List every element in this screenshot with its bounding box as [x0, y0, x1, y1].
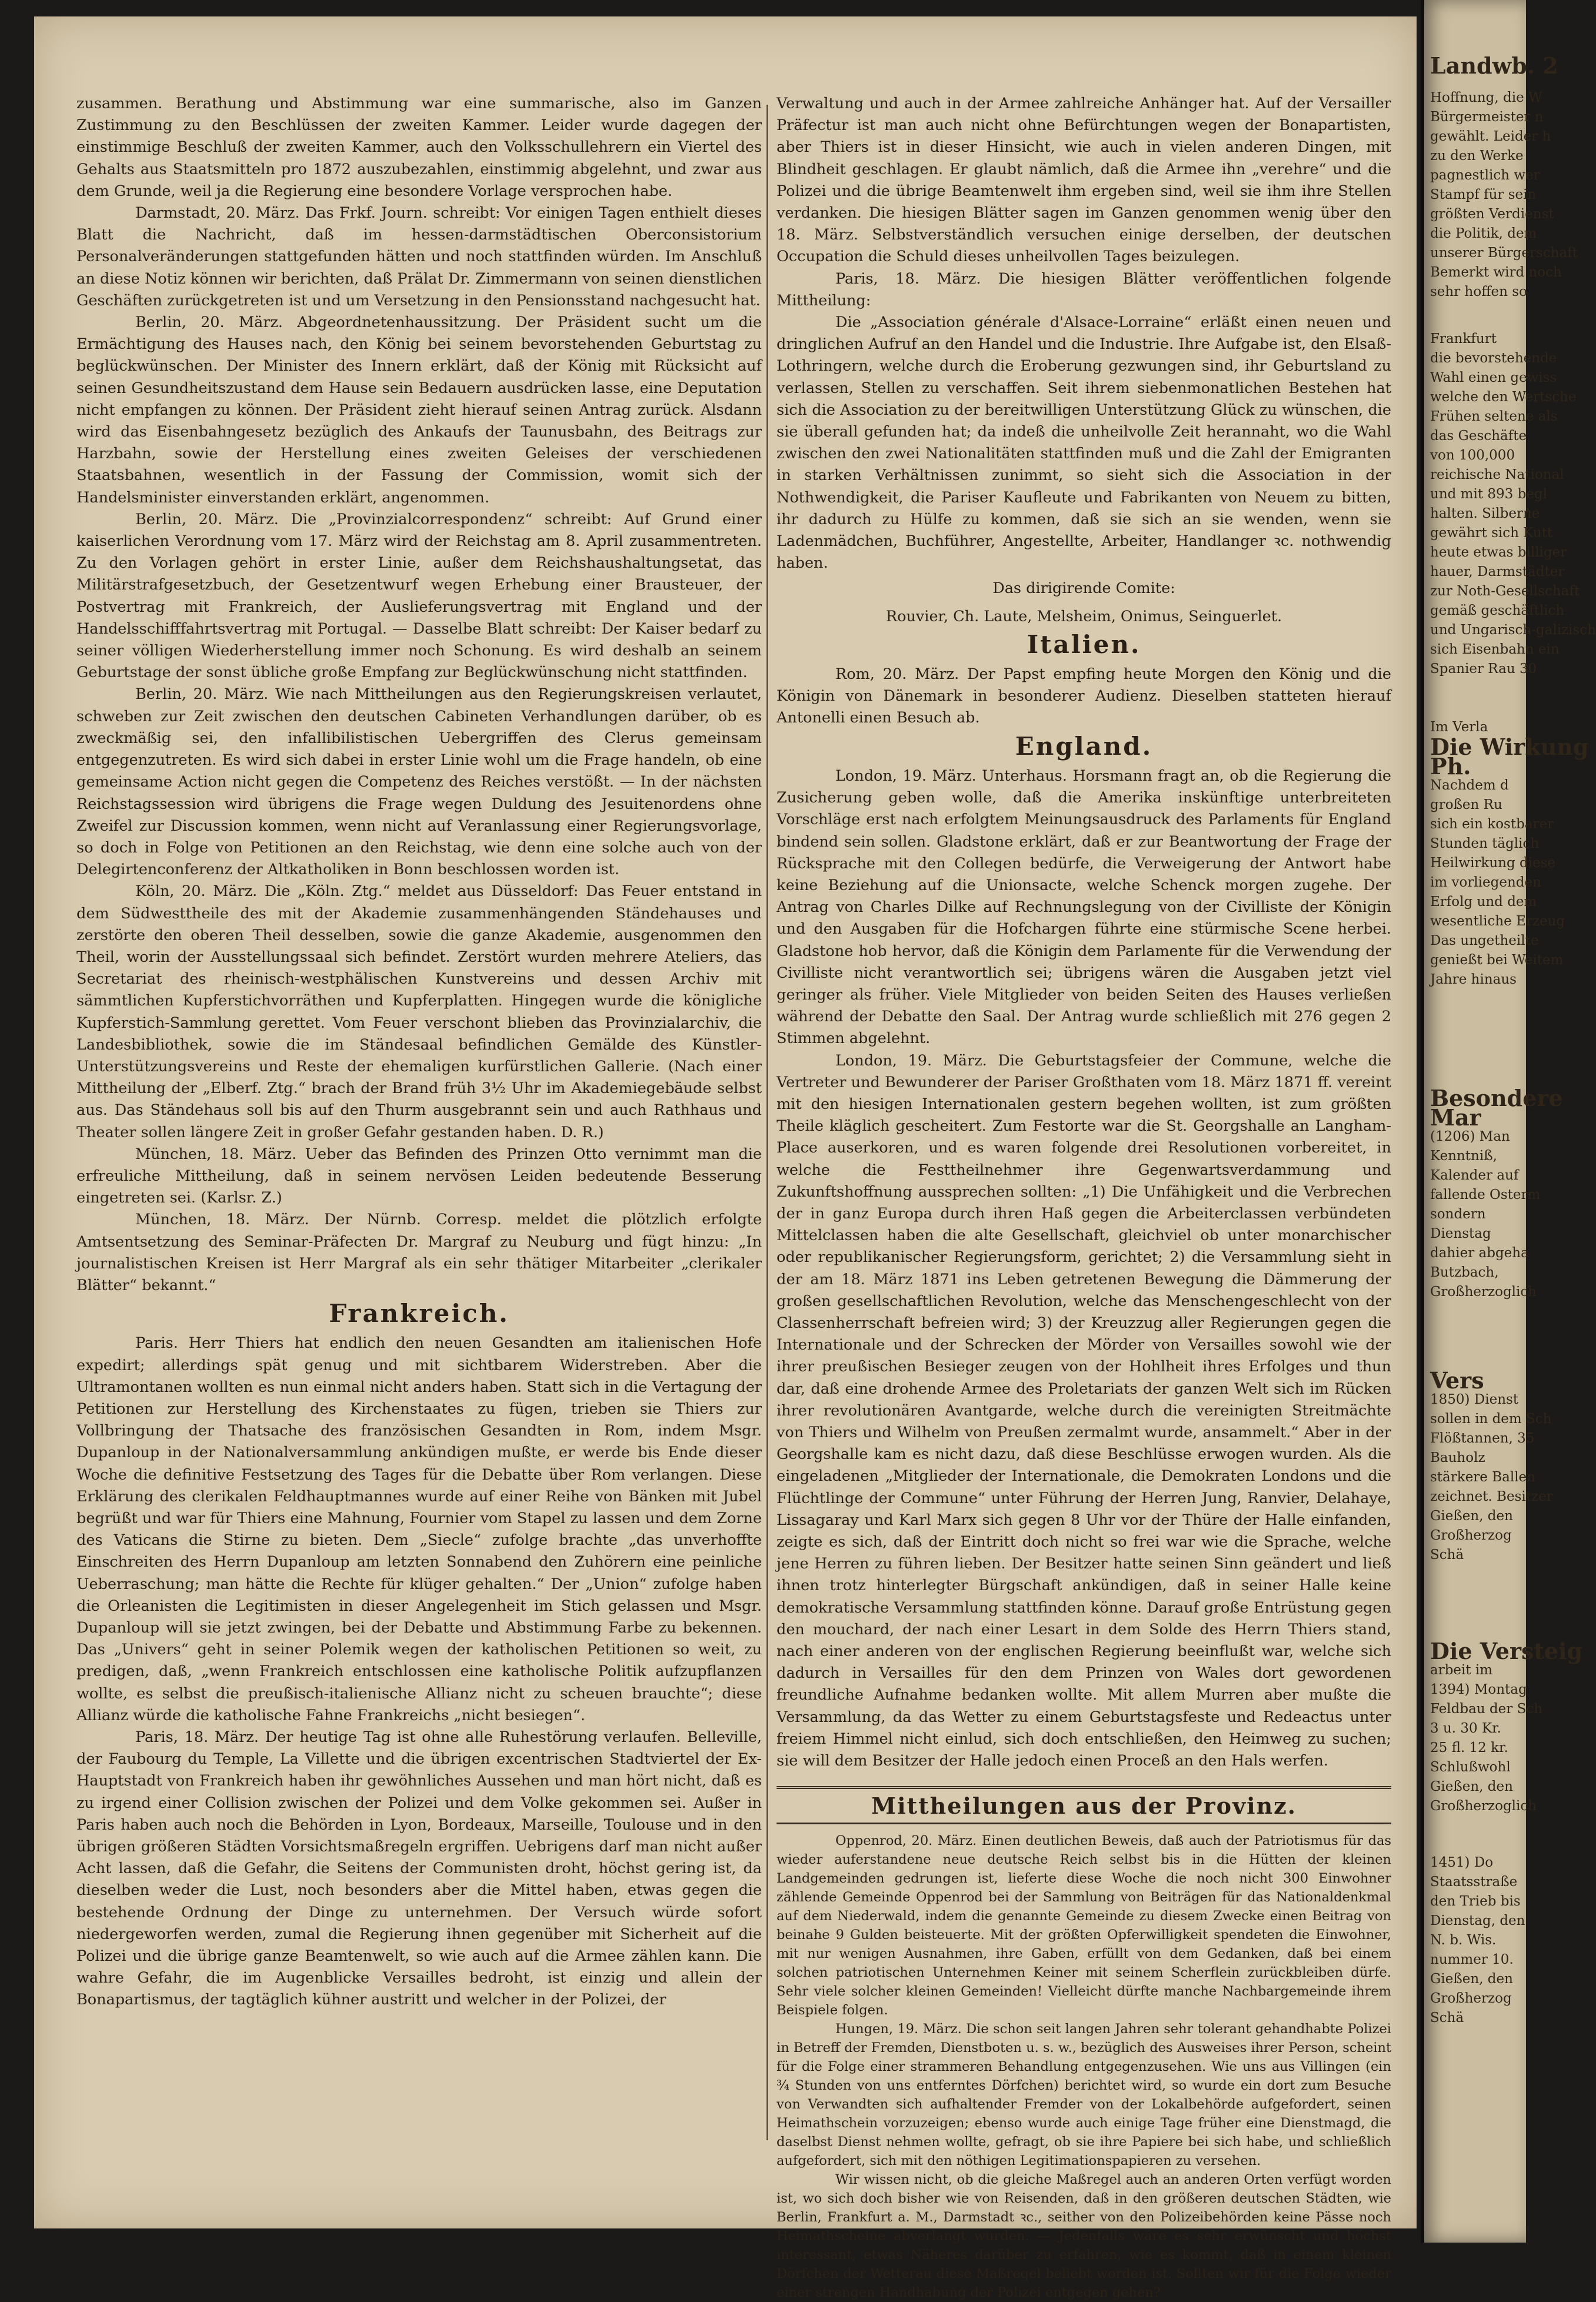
fragment-line: heute etwas billiger — [1430, 545, 1567, 560]
fragment-line: und mit 893 begl — [1430, 487, 1548, 502]
article-paris-thiers: Paris. Herr Thiers hat endlich den neuen Gesandten am italienischen Hofe expedirt; allerdings spät genug und mit sichtbarem Widerstreben. Aber die Ultramontanen wollten es nun einmal nicht anders haben. Statt sich in die Vertagung der Petitionen zur Herstellung des Kirchenstaates zu fügen, trieben sie Thiers zur Vollbringung der Thatsache des französischen Gesandten in Rom, indem Msgr. Dupanloup in der Nationalversammlung ankündigen mußte, er werde bis Ende dieser Woche die definitive Festsetzung des Tages für die Debatte über Rom verlangen. Diese Erklärung des clerikalen Feldhauptmannes wurde auf einer Reihe von Bänken mit Jubel begrüßt und war für Thiers eine Mahnung, Fournier vom Stapel zu lassen und dem Zorne des Vaticans die Stirne zu bieten. Dem „Siecle“ zufolge brachte „das unverhoffte Einschreiten des Herrn Dupanloup am letzten Sonnabend den Zuhörern eine peinliche Ueberraschung; man hätte die Rechte für klüger gehalten.“ Der „Union“ zufolge haben die Orleanisten die Legitimisten in dieser Angelegenheit im Stich gelassen und Msgr. Dupanloup will sie jetzt zwingen, bei der Debatte und Abstimmung Farbe zu bekennen. Das „Univers“ geht in seiner Polemik wegen der katholischen Petitionen so weit, zu predigen, daß, „wenn Frankreich entschlossen eine katholische Politik aufzupflanzen wollte, es selbst die preußisch-italienische Allianz nicht zu scheuen brauchte“; diese Allianz würde die katholische Fahne Frankreichs „nicht besiegen“. — [76, 1334, 762, 1724]
fragment-heading: Besondere — [1430, 1085, 1563, 1111]
article-darmstadt: Darmstadt, 20. März. Das Frkf. Journ. schreibt: Vor einigen Tagen enthielt dieses Blatt die Nachricht, daß im hessen-darmstädtischen Oberconsistorium Personalveränderungen stattgefunden hätten und noch stattfinden würden. Im Anschluß an diese Notiz können wir berichten, daß Prälat Dr. Zimmermann von seinen dienstlichen Geschäften zurückgetreten ist und um Versetzung in den Pensionsstand nachgesucht hat. — [76, 204, 762, 309]
fragment-line: Feldbau der Sch — [1430, 1701, 1543, 1717]
fragment-line: nummer 10. — [1430, 1952, 1514, 1967]
fragment-line: Schlußwohl — [1430, 1760, 1511, 1775]
fragment-line: fallende Osterm — [1430, 1187, 1541, 1202]
article-rom: Rom, 20. März. Der Papst empfing heute Morgen den König und die Königin von Dänemark in besonderer Audienz. Dieselben statteten hierauf Antonelli einen Besuch ab. — [777, 665, 1391, 727]
fragment-line: Kalender auf — [1430, 1168, 1519, 1183]
fragment-line: reichische National — [1430, 467, 1564, 482]
section-heading-england: England. — [1015, 731, 1153, 761]
fragment-line: Nachdem d — [1430, 778, 1509, 793]
fragment-line: gemäß geschäftlich — [1430, 603, 1565, 618]
fragment-line: Frankfurt — [1430, 331, 1497, 347]
fragment-line: Im Verla — [1430, 719, 1488, 735]
fragment-line: Jahre hinaus — [1430, 972, 1517, 987]
adjacent-fragment-c — [1430, 718, 1589, 990]
comite-title: Das dirigirende Comite: — [992, 579, 1175, 598]
fragment-line: Gießen, den — [1430, 1971, 1513, 1987]
article-muenchen-margraf: München, 18. März. Der Nürnb. Corresp. meldet die plötzlich erfolgte Amtsentsetzung des Seminar-Präfecten Dr. Margraf zu Neuburg und fügt hinzu: „In journalistischen Kreisen ist Herr Margraf als ein sehr thätiger Mitarbeiter „clerikaler Blätter“ bekannt.“ — [76, 1211, 762, 1294]
newspaper-page — [34, 16, 1417, 2301]
article-association-alsace-lorraine: Die „Association générale d'Alsace-Lorraine“ erläßt einen neuen und dringlichen Aufruf an den Handel und die Industrie. Ihre Aufgabe ist, den Elsaß-Lothringern, welche durch die Eroberung gezwungen sind, ihr Geburtsland zu verlassen, Stellen zu verschaffen. Seit ihrem siebenmonatlichen Bestehen hat sich die Association zu der bereitwilligen Unterstützung Glück zu wünschen, die sie überall gefunden hat; da indeß die unheilvolle Zeit herannaht, wo die Wahl zwischen den zwei Nationalitäten stattfinden muß und die Zahl der Emigranten in starken Verhältnissen zunimmt, so sieht sich die Association in der Nothwendigkeit, die Pariser Kaufleute und Fabrikanten von Neuem zu bitten, ihr dadurch zu Hülfe zu kommen, daß sie sich an sie wenden, wenn sie Ladenmädchen, Buchführer, Angestellte, Arbeiter, Handlanger ꝛc. nothwendig haben. — [777, 314, 1391, 572]
article-berlin-landtag: Berlin, 20. März. Abgeordnetenhaussitzung. Der Präsident sucht um die Ermächtigung des Hauses nach, den König bei seinem bevorstehenden Geburtstag zu beglückwünschen. Der Minister des Innern erklärt, daß der König mit Rücksicht auf seinen Gesundheitszustand dem Hause sein Bedauern ausdrücken lasse, eine Deputation nicht empfangen zu können. Der Präsident zieht hierauf seinen Antrag zurück. Alsdann wird das Eisenbahngesetz bezüglich des Ankaufs der Taunusbahn, des Beitrags zur Harzbahn, sowie der Herstellung eines zweiten Geleises der verschiedenen Staatsbahnen, wesentlich in der Fassung der Commission, womit sich der Handelsminister einverstanden erklärt, angenommen. — [76, 314, 762, 507]
fragment-line: unserer Bürgerschaft — [1430, 245, 1578, 261]
fragment-line: von 100,000 — [1430, 448, 1515, 463]
fragment-line: gewählt. Leider h — [1430, 129, 1551, 144]
section-heading-frankreich: Frankreich. — [329, 1299, 509, 1328]
fragment-line: sollen in dem Sch — [1430, 1411, 1552, 1427]
fragment-line: den Trieb bis — [1430, 1894, 1521, 1909]
fragment-line: welche den Wertsche — [1430, 389, 1577, 405]
fragment-line: Dienstag, den — [1430, 1913, 1525, 1928]
fragment-line: zur Noth-Gesellschaft — [1430, 584, 1580, 599]
right-column — [777, 93, 1391, 2301]
adjacent-fragment-d — [1430, 1085, 1563, 1302]
fragment-line: Gießen, den — [1430, 1779, 1513, 1794]
fragment-line: Das ungetheilte — [1430, 933, 1539, 948]
fragment-line: gewährt sich Kutt — [1430, 525, 1553, 541]
fragment-line: Dienstag — [1430, 1226, 1491, 1241]
fragment-line: Bürgermeister n — [1430, 109, 1544, 125]
fragment-line: Stunden täglich — [1430, 836, 1540, 851]
fragment-line: Schä — [1430, 2010, 1464, 2026]
adjacent-fragment-a — [1430, 88, 1578, 302]
fragment-line: zu den Werke — [1430, 148, 1524, 164]
adjacent-header: Landwb. 2 — [1430, 52, 1558, 79]
fragment-line: sich Eisenbahn ein — [1430, 642, 1560, 657]
fragment-line: 1394) Montag — [1430, 1682, 1527, 1697]
adjacent-fragment-b — [1430, 329, 1596, 679]
fragment-line: im vorliegenden — [1430, 875, 1541, 890]
article-london-unterhaus: London, 19. März. Unterhaus. Horsmann fragt an, ob die Regierung die Zusicherung geben wolle, daß die Amerika inskünftige unterbreiteten Vorschläge erst nach erfolgtem Meinungsausdruck des Parlaments für England bindend sein sollen. Gladstone erklärt, daß er zur Beantwortung der Frage der Rücksprache mit den Collegen bedürfe, die Verweigerung der Antwort habe keine Beziehung auf die Unionsacte, welche Schenck morgen zugehe. Der Antrag von Charles Dilke auf Rechnungslegung von der Civilliste der Königin und den Ausgaben für die Hofchargen führte eine stürmische Scene herbei. Gladstone hob hervor, daß die Königin dem Parlamente für die Verwendung der Civilliste nicht verantwortlich sei; übrigens wären die Ausgaben jetzt viel geringer als früher. Viele Mitglieder von beiden Seiten des Hauses verließen während der Debatte den Saal. Der Antrag wurde schließlich mit 276 gegen 2 Stimmen abgelehnt. — [777, 767, 1391, 1048]
article-berlin-provinzialcorrespondenz: Berlin, 20. März. Die „Provinzialcorrespondenz“ schreibt: Auf Grund einer kaiserlichen Verordnung vom 17. März wird der Reichstag am 8. April zusammentreten. Zu den Vorlagen gehört in erster Linie, außer dem Reichshaushaltungsetat, das Militärstrafgesetzbuch, der Gesetzentwurf wegen Erhebung einer Brausteuer, der Postvertrag mit Frankreich, der Auslieferungsvertrag mit England und der Handelsschifffahrtsvertrag mit Portugal. — Dasselbe Blatt schreibt: Der Kaiser bedarf zu seiner völligen Wiederherstellung immer noch Schonung. Es wird deshalb an seinem Geburtstage der sonst übliche große Empfang zur Beglückwünschung nicht stattfinden. — [76, 510, 762, 682]
fragment-line: Großherzoglich — [1430, 1284, 1537, 1300]
article-hungen: Hungen, 19. März. Die schon seit langen Jahren sehr tolerant gehandhabte Polizei in Betreff der Fremden, Dienstboten u. s. w., bezüglich des Ausweises ihrer Person, scheint für die Folge einer strammeren Behandlung entgegenzusehen. Wie uns aus Villingen (ein ¾ Stunden von uns entferntes Dörfchen) berichtet wird, so wurde ein dort zum Besuche von Verwandten sich aufhaltender Fremder von der Lokalbehörde aufgefordert, seinen Heimathschein vorzuzeigen; ebenso wurde auch einige Tage früher eine Dienstmagd, die daselbst Dienst nehmen wollte, gefragt, ob sie ihre Papiere bei sich habe, und schließlich aufgefordert, sich mit den nöthigen Legitimationspapieren zu versehen. — [777, 2021, 1391, 2169]
comite-signatories: Rouvier, Ch. Laute, Melsheim, Onimus, Seinguerlet. — [885, 607, 1282, 625]
fragment-line: Staatsstraße — [1430, 1874, 1518, 1890]
article-muenchen-prinz-otto: München, 18. März. Ueber das Befinden des Prinzen Otto vernimmt man die erfreuliche Mittheilung, daß in seinem nervösen Leiden bedeutende Besserung eingetreten sei. (Karlsr. Z.) — [76, 1145, 762, 1207]
fragment-line: Großherzoglich — [1430, 1798, 1537, 1814]
adjacent-fragment-g — [1430, 1853, 1548, 2028]
fragment-line: Schä — [1430, 1547, 1464, 1563]
fragment-line: wesentliche Erzeug — [1430, 914, 1565, 929]
fragment-line: großen Ru — [1430, 797, 1502, 812]
fragment-line: Stampf für sein — [1430, 187, 1537, 202]
fragment-line: 25 fl. 12 kr. — [1430, 1740, 1508, 1755]
fragment-line: das Geschäfte — [1430, 428, 1527, 444]
fragment-line: sich ein kostbarer — [1430, 817, 1554, 832]
article-berlin-cabinete: Berlin, 20. März. Wie nach Mittheilungen aus den Regierungskreisen verlautet, schweben zur Zeit zwischen den deutschen Cabineten Verhandlungen darüber, ob es zweckmäßig sei, den infallibilistischen Uebergriffen des Clerus gemeinsam entgegenzutreten. Es wird sich dabei in erster Linie wohl um die Frage handeln, ob eine gemeinsame Action nicht gegen die Competenz des Reiches verstößt. — In der nächsten Reichstagssession wird übrigens die Frage wegen Duldung des Jesuitenordens ohne Zweifel zur Discussion kommen, wenn nicht auf Veranlassung einer Regierungsvorlage, so doch in Folge von Petitionen an den Reichstag, wie denn eine solche auch von der Delegirtenconferenz der Altkatholiken in Bonn beschlossen worden ist. — [76, 685, 762, 879]
article-paris-18-maerz: Paris, 18. März. Der heutige Tag ist ohne alle Ruhestörung verlaufen. Belleville, der Faubourg du Temple, La Villette und die übrigen excentrischen Stadtviertel der Ex-Hauptstadt von Frankreich haben ihr gewöhnliches Aussehen und man hört nicht, daß es zu irgend einer Collision zwischen der Polizei und dem Volke gekommen sei. Außer in Paris haben auch noch die Behörden in Lyon, Bordeaux, Marseille, Toulouse und in den übrigen größeren Städten Vorsichtsmaßregeln ergriffen. Uebrigens darf man nicht außer Acht lassen, daß die Gefahr, die Seitens der Communisten droht, höchst gering ist, da dieselben weder die Lust, noch besonders aber die Mittel haben, etwas gegen die bestehende Ordnung der Dinge zu unternehmen. Der Versuch würde sofort niedergeworfen werden, zumal die Regierung ihnen gegenüber mit Sicherheit auf die Polizei und die übrige ganze Beamtenwelt, so wie auch auf die Armee zählen kann. Die wahre Gefahr, die im Augenblicke Versailles bedroht, ist einzig und allein der Bonapartismus, der tagtäglich kühner austritt und welcher in der Polizei, der — [76, 1728, 762, 2009]
left-column — [76, 93, 762, 2146]
fragment-heading: Die Wirkung — [1430, 734, 1589, 760]
fragment-line: Wahl einen gewiss — [1430, 370, 1557, 385]
fragment-line: Frühen seltene als — [1430, 409, 1558, 424]
fragment-line: N. b. Wis. — [1430, 1933, 1497, 1948]
article-hungen-followup: Wir wissen nicht, ob die gleiche Maßregel auch an anderen Orten verfügt worden ist, wo sich doch bisher wie von Reisenden, daß in den größeren deutschen Städten, wie Berlin, Frankfurt a. M., Darmstadt ꝛc., seither von den Polizeibehörden keine Pässe noch Heimathscheine abverlangt wurden. — Jedenfalls wäre es sehr erwünscht und höchst interessant, etwas Näheres darüber zu erfahren, wie es kommt, daß in einem kleinen Dörfchen der Wetterau diese Maßregel beliebt worden ist. Sollten wir für die Folge wieder einer strengen Handhabung der Polizei entgegen gehen? — [777, 2172, 1391, 2301]
fragment-line: hauer, Darmstädter — [1430, 564, 1565, 579]
fragment-line: Kenntniß, — [1430, 1148, 1497, 1164]
adjacent-fragment-e — [1430, 1367, 1553, 1565]
fragment-line: halten. Silberne — [1430, 506, 1540, 521]
article-paragraph: Verwaltung und auch in der Armee zahlreiche Anhänger hat. Auf der Versailler Präfectur ist man auch nicht ohne Befürchtungen wegen der Bonapartisten, aber Thiers ist in dieser Hinsicht, wie auch in vielen anderen Dingen, mit Blindheit geschlagen. Er glaubt nämlich, daß die Armee ihn „verehre“ und die Polizei und die übrige Beamtenwelt ihm ergeben sind, weil sie ihm ihre Stellen verdanken. Die hiesigen Blätter sagen im Ganzen genommen wenig über den 18. März. Selbstverständlich versuchen einige derselben, der deutschen Occupation die Schuld dieses unheilvollen Tages beizulegen. — [777, 95, 1391, 266]
fragment-line: dahier abgeha — [1430, 1245, 1529, 1261]
fragment-line: Flößtannen, 35 — [1430, 1431, 1535, 1446]
fragment-line: zeichnet. Besitzer — [1430, 1489, 1553, 1504]
adjacent-page-edge — [1421, 0, 1596, 2243]
article-paragraph: zusammen. Berathung und Abstimmung war eine summarische, also im Ganzen Zustimmung zu den Beschlüssen der zweiten Kammer. Leider wurde dagegen der einstimmige Beschluß der zweiten Kammer, auch den Volksschullehrern ein Viertel des Gehalts aus Staatsmitteln pro 1872 auszubezahlen, einstimmig abgelehnt, und zwar aus dem Grunde, weil ja die Regierung eine besondere Vorlage versprochen habe. — [76, 95, 762, 200]
fragment-line: Butzbach, — [1430, 1265, 1499, 1280]
fragment-line: Erfolg und dem — [1430, 894, 1537, 910]
fragment-line: 1451) Do — [1430, 1855, 1494, 1870]
fragment-heading: Mar — [1430, 1104, 1481, 1131]
fragment-heading: Ph. — [1430, 753, 1471, 779]
fragment-line: Hoffnung, die W — [1430, 90, 1542, 105]
fragment-line: Heilwirkung diese — [1430, 855, 1556, 871]
fragment-line: Bauholz — [1430, 1450, 1485, 1465]
fragment-line: arbeit im — [1430, 1663, 1493, 1678]
fragment-line: 3 u. 30 Kr. — [1430, 1721, 1501, 1736]
fragment-line: sehr hoffen so — [1430, 284, 1527, 299]
article-koeln: Köln, 20. März. Die „Köln. Ztg.“ meldet aus Düsseldorf: Das Feuer entstand in dem Südwesttheile des mit der Akademie zusammenhängenden Ständehauses und zerstörte den oberen Theil desselben, sowie die ganze Akademie, ausgenommen den Theil, worin der Ausstellungssaal sich befindet. Zerstört wurden mehrere Ateliers, das Secretariat des rheinisch-westphälischen Kunstvereins und dessen Archiv mit sämmtlichen Kupferstichvorräthen und Kupferplatten. Hingegen wurde die königliche Kupferstich-Sammlung gerettet. Vom Feuer verschont blieben das Provinzialarchiv, die Landesbibliothek, sowie die im Ständesaal befindlichen Gemälde des Künstler-Unterstützungsvereins und Reste der ehemaligen kurfürstlichen Gallerie. (Nach einer Mittheilung der „Elberf. Ztg.“ brach der Brand früh 3½ Uhr im Akademiegebäude selbst aus. Das Ständehaus soll bis auf den Thurm ausgebrannt sein und auch Rathhaus und Theater sollen längere Zeit in großer Gefahr gestanden haben. D. R.) — [76, 882, 762, 1141]
fragment-line: größten Verdienst — [1430, 206, 1554, 222]
fragment-line: stärkere Ballen — [1430, 1470, 1535, 1485]
fragment-line: (1206) Man — [1430, 1129, 1510, 1144]
article-paris-mittheilung: Paris, 18. März. Die hiesigen Blätter veröffentlichen folgende Mittheilung: — [777, 269, 1391, 309]
fragment-line: Bemerkt wird noch — [1430, 265, 1562, 280]
article-oppenrod: Oppenrod, 20. März. Einen deutlichen Beweis, daß auch der Patriotismus für das wieder auferstandene neue deutsche Reich selbst bis in die Hütten der kleinen Landgemeinden gedrungen ist, lieferte diese Woche die noch nicht 300 Einwohner zählende Gemeinde Oppenrod bei der Sammlung von Beiträgen für das Nationaldenkmal auf dem Niederwald, indem die genannte Gemeinde zu diesem Zwecke einen Beitrag von beinahe 9 Gulden beisteuerte. Mit der größten Opferwilligkeit spendeten die Einwohner, mit nur wenigen Ausnahmen, ihre Gaben, erfüllt von dem Gedanken, daß bei einem solchen patriotischen Unternehmen Keiner mit seinem Scherflein zurückbleiben dürfe. Sehr viele solcher kleinen Gemeinden! Vielleicht dürfte manche Nachbargemeinde ihrem Beispiele folgen. — [777, 1833, 1391, 2018]
fragment-line: Spanier Rau 30 — [1430, 661, 1537, 677]
article-london-commune: London, 19. März. Die Geburtstagsfeier der Commune, welche die Vertreter und Bewunderer der Pariser Großthaten vom 18. März 1871 ff. vereint mit den hiesigen Internationalen gestern begehen wollten, ist zum größten Theile kläglich gescheitert. Zum Festorte war die St. Georgshalle an Langham-Place auserkoren, und es waren folgende drei Resolutionen vorbereitet, in welche die Festtheilnehmer ihre Gegenwartsverdammung und Zukunftshoffnung aussprechen sollten: „1) Die Unfähigkeit und die Verbrechen der in ganz Europa durch ihren Haß gegen die Arbeiterclassen verbündeten Mittelclassen haben die alte Gesellschaft, gleichviel ob unter monarchischer oder republikanischer Regierungsform, gerichtet; 2) die Versammlung sieht in der am 18. März 1871 ins Leben getretenen Bewegung die Dämmerung der großen gesellschaftlichen Revolution, welche das Menschengeschlecht von der Classenherrschaft befreien wird; 3) der Kreuzzug aller Regierungen gegen die Internationale und der Schrecken der Mörder von Versailles sowohl wie der ihrer preußischen Besieger zeugen von der Hohlheit ihres Erfolges und thun dar, daß eine drohende Armee des Proletariats der ganzen Welt sich im Rücken ihrer revolutionären Avantgarde, welche durch die vereinigten Streitmächte von Thiers und Wilhelm von Preußen zermalmt wurde, ansammelt.“ Aber in der Georgshalle kam es nicht dazu, daß diese Beschlüsse erwogen wurden. Als die eingeladenen „Mitglieder der Internationale, die Demokraten Londons und die Flüchtlinge der Commune“ unter Führung der Herren Jung, Ranvier, Delahaye, Lissagaray und Karl Marx sich gegen 8 Uhr vor der Thüre der Halle einfanden, zeigte es sich, daß der Eintritt doch nicht so frei war wie die Sprache, welche jene Herren zu führen lieben. Der Besitzer hatte seinen Sinn geändert und ließ ihnen trotz hinterlegter Bürgschaft ankündigen, daß in seiner Halle keine demokratische Versammlung stattfinden könne. Darauf große Entrüstung gegen den mouchard, der nach einer Lesart in dem Solde des Herrn Thiers stand, nach einer anderen von der englischen Regierung beeinflußt war, welche sich dadurch in Versailles für den dem Prinzen von Wales dort gewordenen freundliche Aufnahme bedanken wollte. Mit allem Murren aber mußte die Versammlung, da das Wetter zu einem Geburtstagsfeste und Redeactus unter freiem Himmel nicht einlud, sich doch entschließen, den Heimweg zu suchen; sie will dem Besitzer der Halle jedoch einen Proceß an den Hals werfen. — [777, 1051, 1391, 1770]
fragment-line: die bevorstehende — [1430, 351, 1557, 366]
fragment-line: sondern — [1430, 1207, 1486, 1222]
fragment-heading: Die Versteig — [1430, 1638, 1583, 1664]
adjacent-fragment-f — [1430, 1638, 1583, 1816]
fragment-line: pagnestlich wer — [1430, 168, 1540, 183]
fragment-line: Gießen, den — [1430, 1508, 1513, 1524]
fragment-line: genießt bei Weitem — [1430, 952, 1564, 968]
column-divider — [767, 105, 768, 2140]
fragment-heading: Vers — [1430, 1367, 1484, 1394]
fragment-line: Großherzog — [1430, 1991, 1512, 2006]
fragment-line: und Ungarisch-galizisch — [1430, 622, 1596, 638]
fragment-line: die Politik, dem — [1430, 226, 1537, 241]
fragment-line: 1850) Dienst — [1430, 1392, 1519, 1407]
section-heading-provinz: Mittheilungen aus der Provinz. — [777, 1786, 1391, 1824]
fragment-line: Großherzog — [1430, 1528, 1512, 1543]
section-heading-italien: Italien. — [1027, 629, 1141, 659]
